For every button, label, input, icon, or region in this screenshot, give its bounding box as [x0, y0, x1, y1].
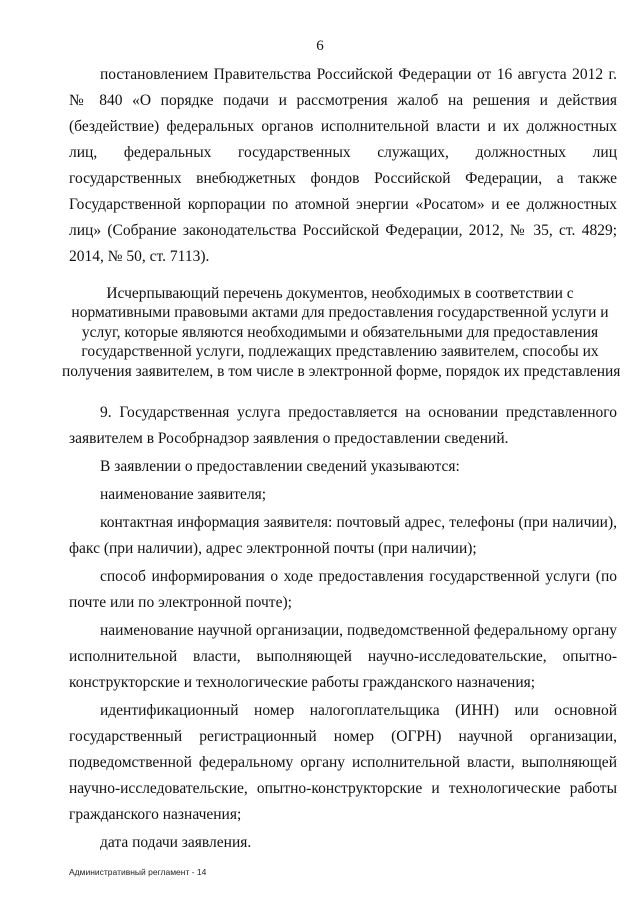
section-heading [62, 284, 621, 381]
section-heading-line: нормативными правовыми актами для предоставления государственной услуги и [71, 304, 609, 322]
paragraph-application-contents: В заявлении о предоставлении сведений указываются: [100, 458, 460, 475]
section-heading-line: Исчерпывающий перечень документов, необходимых в соответствии с [106, 285, 574, 302]
section-heading-line: получения заявителем, в том числе в электронной форме, порядок их представления [62, 362, 621, 380]
section-heading-line: услуг, которые являются необходимыми и обязательными для предоставления [81, 323, 599, 341]
footer-text: Административный регламент - 14 [69, 867, 207, 877]
intro-paragraph: постановлением Правительства Российской Федерации от 16 августа 2012 г. № 840 «О порядке подачи и рассмотрения жалоб на решения и действия (бездействие) федеральных органов исполнительной власти и их должностных лиц, федеральных государственных служащих, должностных лиц государственных внебюджетных фондов Российской Федерации, а также Государственной корпорации по атомной энергии «Росатом» и ее должностных лиц» (Собрание законодательства Российской Федерации, 2012, № 35, ст. 4829; 2014, № 50, ст. 7113). [69, 66, 617, 265]
section-heading-line: государственной услуги, подлежащих представлению заявителем, способы их [81, 343, 599, 361]
paragraph-submission-date: дата подачи заявления. [100, 834, 252, 851]
paragraph-organization-name: наименование научной организации, подведомственной федеральному органу исполнительной власти, выполняющей научно-исследовательские, опытно-конструкторские и технологические работы гражданского назначения; [69, 622, 617, 691]
page-number: 6 [316, 38, 324, 54]
paragraph-applicant-name: наименование заявителя; [100, 486, 267, 503]
intro-block [69, 62, 617, 270]
paragraph-contact-info: контактная информация заявителя: почтовый адрес, телефоны (при наличии), факс (при наличии), адрес электронной почты (при наличии); [69, 514, 617, 557]
paragraph-tax-id: идентификационный номер налогоплательщика (ИНН) или основной государственный регистрационный номер (ОГРН) научной организации, подведомственной федеральному органу исполнительной власти, выполняющей научно-исследовательские, опытно-конструкторские и технологические работы гражданского назначения; [69, 702, 617, 823]
paragraph-notification-method: способ информирования о ходе предоставления государственной услуги (по почте или по электронной почте); [69, 568, 617, 611]
body-paragraphs [69, 400, 617, 858]
paragraph-item-9: 9. Государственная услуга предоставляется на основании представленного заявителем в Рособрнадзор заявления о предоставлении сведений. [69, 404, 617, 447]
